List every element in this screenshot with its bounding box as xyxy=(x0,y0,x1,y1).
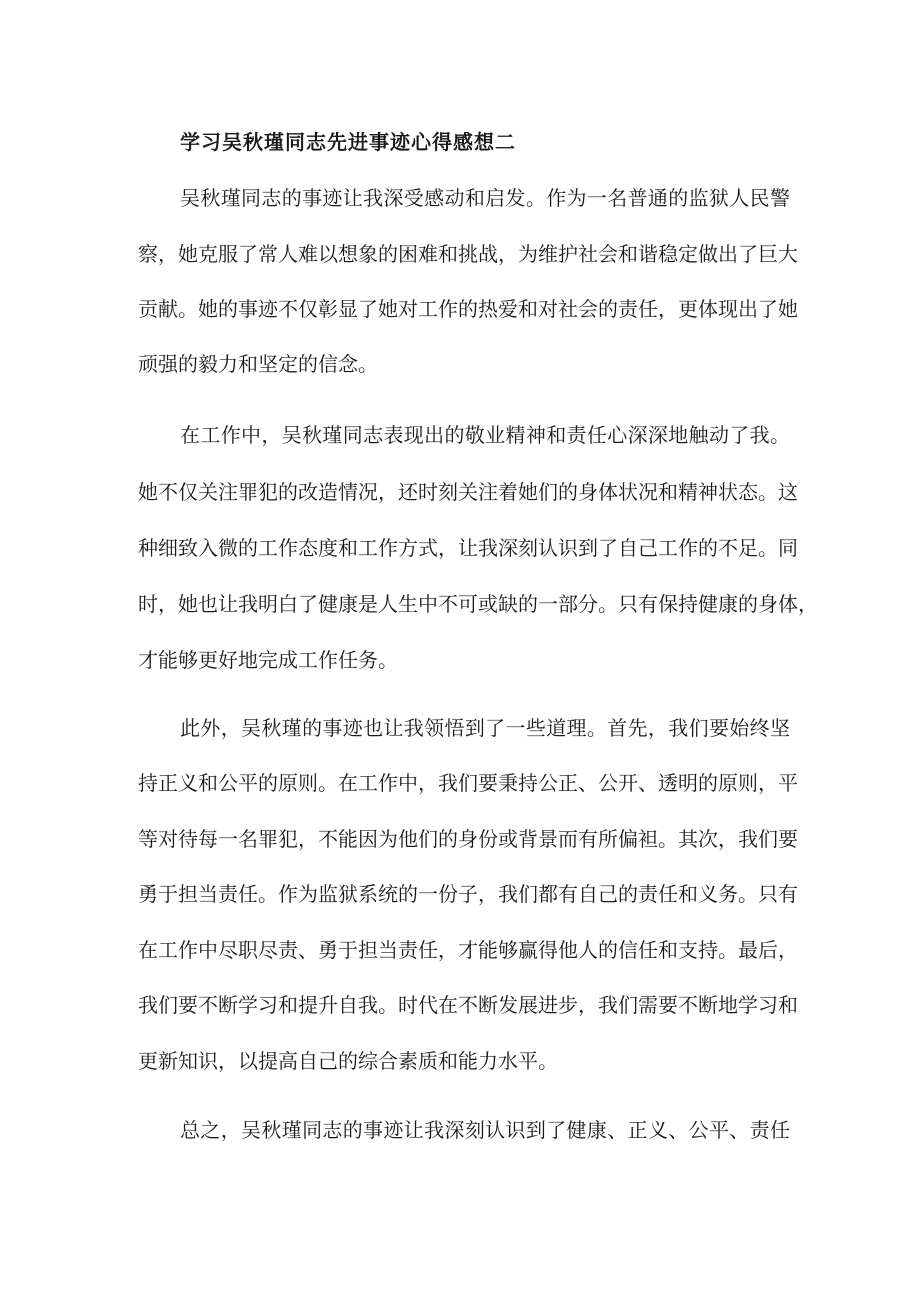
paragraph-line: 在工作中尽职尽责、勇于担当责任，才能够赢得他人的信任和支持。最后， xyxy=(138,938,798,962)
paragraph-line: 勇于担当责任。作为监狱系统的一份子，我们都有自己的责任和义务。只有 xyxy=(138,882,798,906)
paragraph-line: 吴秋瑾同志的事迹让我深受感动和启发。作为一名普通的监狱人民警 xyxy=(180,186,790,210)
paragraph-line: 等对待每一名罪犯，不能因为他们的身份或背景而有所偏袒。其次，我们要 xyxy=(138,827,798,851)
paragraph-line: 在工作中，吴秋瑾同志表现出的敬业精神和责任心深深地触动了我。 xyxy=(180,423,790,447)
paragraph-line: 贡献。她的事迹不仅彰显了她对工作的热爱和对社会的责任，更体现出了她 xyxy=(138,297,798,321)
paragraph-line: 持正义和公平的原则。在工作中，我们要秉持公正、公开、透明的原则，平 xyxy=(138,771,798,795)
paragraph-line: 总之，吴秋瑾同志的事迹让我深刻认识到了健康、正义、公平、责任 xyxy=(180,1118,790,1142)
paragraph-line: 时，她也让我明白了健康是人生中不可或缺的一部分。只有保持健康的身体， xyxy=(138,592,818,616)
paragraph-line: 才能够更好地完成工作任务。 xyxy=(138,648,398,672)
paragraph-line: 顽强的毅力和坚定的信念。 xyxy=(138,352,378,376)
paragraph-line: 此外，吴秋瑾的事迹也让我领悟到了一些道理。首先，我们要始终坚 xyxy=(180,716,790,740)
paragraph-line: 察，她克服了常人难以想象的困难和挑战，为维护社会和谐稳定做出了巨大 xyxy=(138,242,798,266)
document-title: 学习吴秋瑾同志先进事迹心得感想二 xyxy=(180,130,516,154)
paragraph-line: 种细致入微的工作态度和工作方式，让我深刻认识到了自己工作的不足。同 xyxy=(138,536,798,560)
paragraph-line: 她不仅关注罪犯的改造情况，还时刻关注着她们的身体状况和精神状态。这 xyxy=(138,480,798,504)
paragraph-line: 更新知识，以提高自己的综合素质和能力水平。 xyxy=(138,1049,558,1073)
paragraph-line: 我们要不断学习和提升自我。时代在不断发展进步，我们需要不断地学习和 xyxy=(138,993,798,1017)
